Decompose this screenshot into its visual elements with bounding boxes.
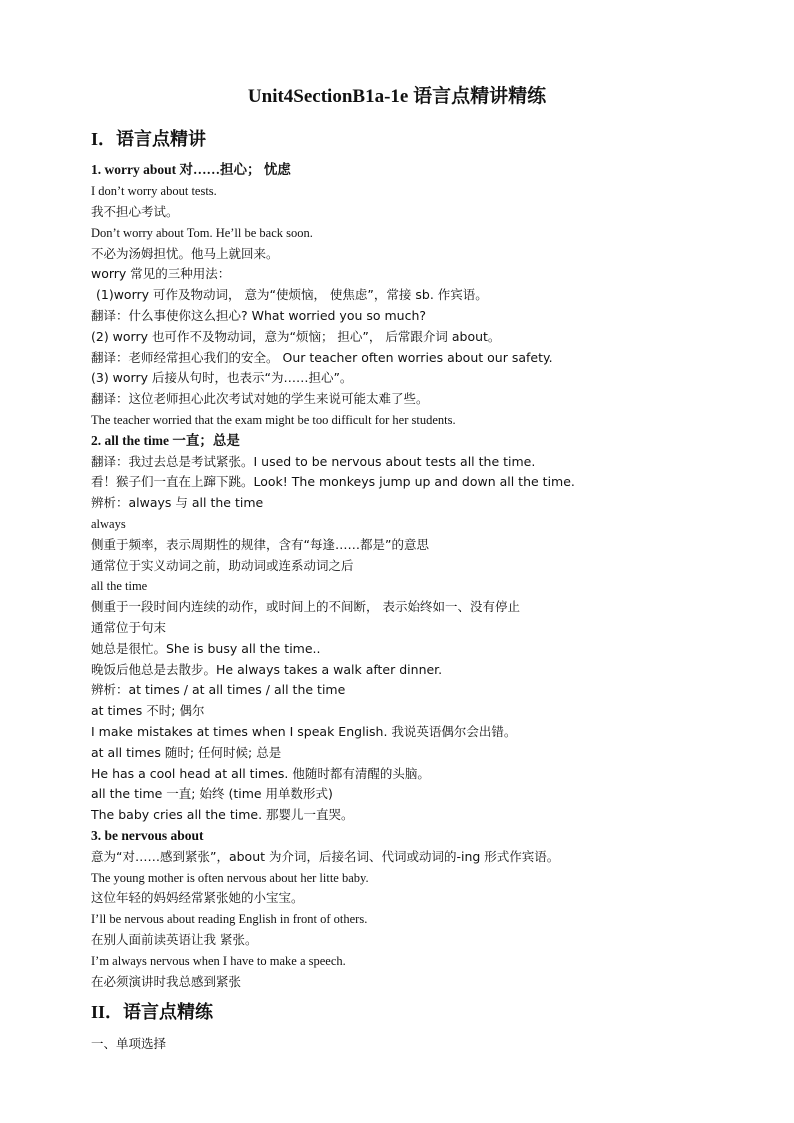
text-line: 侧重于频率，表示周期性的规律，含有“每逢……都是”的意思 xyxy=(91,537,429,552)
text-line: 通常位于实义动词之前，助动词或连系动词之后 xyxy=(91,558,354,573)
section-heading-practice: II．语言点精练 xyxy=(91,1002,214,1022)
text-line: all the time xyxy=(91,579,148,593)
text-line: (2) worry 也可作不及物动词，意为“烦恼； 担心”， 后常跟介词 about。 xyxy=(91,329,501,344)
text-line: 在别人面前读英语让我 紧张。 xyxy=(91,932,258,947)
exercise-heading: 一、单项选择 xyxy=(91,1036,167,1051)
text-line: (1)worry 可作及物动词， 意为“使烦恼， 使焦虑”，常接 sb. 作宾语。 xyxy=(96,287,488,302)
text-line: I don’t worry about tests. xyxy=(91,184,217,198)
text-line: Don’t worry about Tom. He’ll be back soon. xyxy=(91,226,313,240)
text-line: at times 不时; 偶尔 xyxy=(91,703,205,718)
text-line: 在必须演讲时我总感到紧张 xyxy=(91,974,242,989)
point-heading-worry-about: 1. worry about 对……担心； 忧虑 xyxy=(91,162,291,177)
text-line: 看！猴子们一直在上蹿下跳。Look! The monkeys jump up and down all the time. xyxy=(91,474,575,489)
text-line: The young mother is often nervous about her litte baby. xyxy=(91,871,369,885)
text-line: I’m always nervous when I have to make a speech. xyxy=(91,954,346,968)
text-line: worry 常见的三种用法： xyxy=(91,266,231,281)
text-line: I make mistakes at times when I speak English. 我说英语偶尔会出错。 xyxy=(91,724,517,739)
text-line: He has a cool head at all times. 他随时都有清醒的头脑。 xyxy=(91,766,430,781)
text-line: 不必为汤姆担忧。他马上就回来。 xyxy=(91,246,279,261)
text-line: all the time 一直; 始终 (time 用单数形式) xyxy=(91,786,333,801)
text-line: always xyxy=(91,517,126,531)
text-line: 翻译：这位老师担心此次考试对她的学生来说可能太难了些。 xyxy=(91,391,429,406)
point-heading-be-nervous-about: 3. be nervous about xyxy=(91,828,204,843)
text-line: (3) worry 后接从句时，也表示“为……担心”。 xyxy=(91,370,353,385)
text-line: 翻译：我过去总是考试紧张。I used to be nervous about tests all the time. xyxy=(91,454,536,469)
text-line: The baby cries all the time. 那婴儿一直哭。 xyxy=(91,807,354,822)
page-title: Unit4SectionB1a-1e 语言点精讲精练 xyxy=(247,86,547,107)
text-line: I’ll be nervous about reading English in front of others. xyxy=(91,912,368,926)
text-line: 翻译：什么事使你这么担心? What worried you so much? xyxy=(91,308,427,323)
text-line: 侧重于一段时间内连续的动作，或时间上的不间断， 表示始终如一、没有停止 xyxy=(91,599,520,614)
text-line: 意为“对……感到紧张”，about 为介词，后接名词、代词或动词的-ing 形式作宾语。 xyxy=(91,849,560,864)
text-line: 我不担心考试。 xyxy=(91,204,179,219)
text-line: at all times 随时; 任何时候; 总是 xyxy=(91,745,282,760)
point-heading-all-the-time: 2. all the time 一直；总是 xyxy=(91,433,240,448)
text-line: 通常位于句末 xyxy=(91,620,167,635)
section-heading-lecture: I．语言点精讲 xyxy=(91,129,207,149)
text-line: The teacher worried that the exam might be too difficult for her students. xyxy=(91,413,456,427)
text-line: 她总是很忙。She is busy all the time.. xyxy=(91,641,321,656)
text-line: 晚饭后他总是去散步。He always takes a walk after dinner. xyxy=(91,662,443,677)
text-line: 辨析：always 与 all the time xyxy=(91,495,264,510)
text-line: 这位年轻的妈妈经常紧张她的小宝宝。 xyxy=(91,890,304,905)
text-line: 辨析：at times / at all times / all the time xyxy=(91,682,346,697)
text-line: 翻译：老师经常担心我们的安全。 Our teacher often worries about our safety. xyxy=(91,350,553,365)
